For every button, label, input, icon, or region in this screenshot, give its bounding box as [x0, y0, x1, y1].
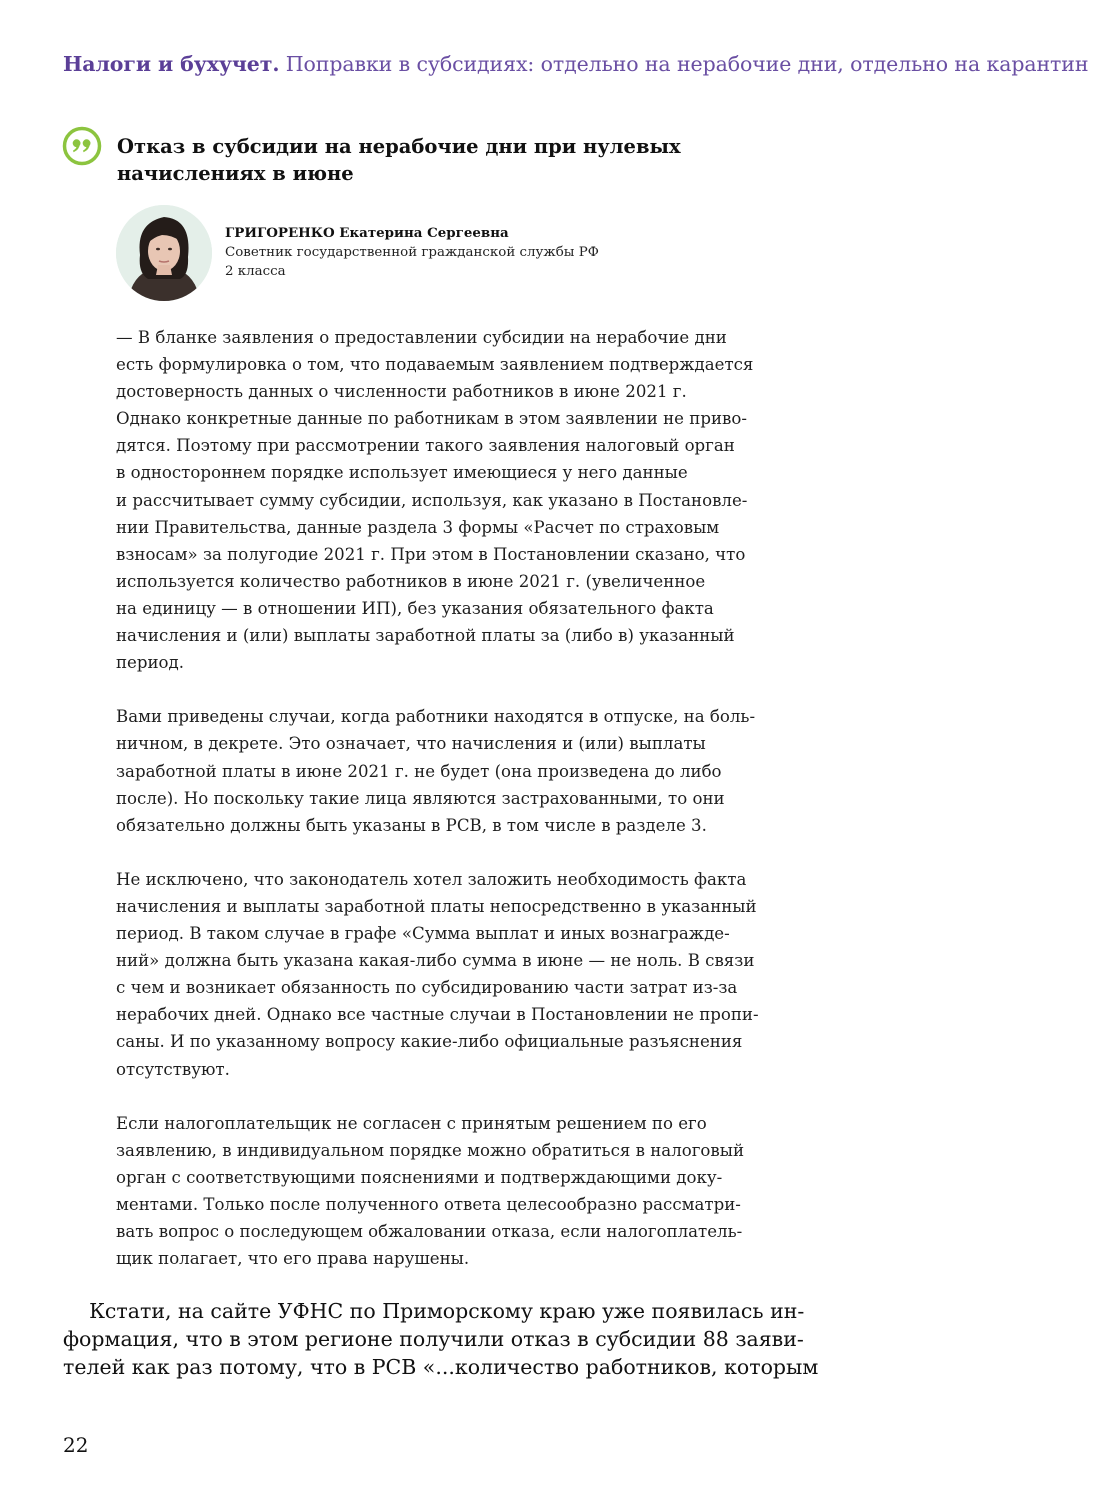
text-line: с чем и возникает обязанность по субсидированию части затрат из-за: [116, 978, 738, 998]
text-line: нии Правительства, данные раздела 3 формы «Расчет по страховым: [116, 517, 720, 537]
text-line: после). Но поскольку такие лица являются застрахованными, то они: [116, 788, 725, 808]
text-line: Не исключено, что законодатель хотел заложить необходимость факта: [116, 869, 747, 889]
text-line: щик полагает, что его права нарушены.: [116, 1249, 470, 1269]
text-line: Вами приведены случаи, когда работники находятся в отпуске, на боль-: [116, 707, 756, 727]
author-name: ГРИГОРЕНКО Екатерина Сергеевна: [225, 225, 509, 241]
author-role: 2 класса: [225, 264, 286, 279]
text-line: обязательно должны быть указаны в РСВ, в том числе в разделе 3.: [116, 815, 707, 835]
text-line: и рассчитывает сумму субсидии, используя, как указано в Постановле-: [116, 490, 748, 510]
text-line: Если налогоплательщик не согласен с принятым решением по его: [116, 1113, 707, 1133]
running-head: [63, 52, 1089, 76]
text-line: ний» должна быть указана какая-либо сумма в июне — не ноль. В связи: [116, 951, 755, 971]
page-number: 22: [63, 1433, 89, 1457]
text-line: дятся. Поэтому при рассмотрении такого заявления налоговый орган: [116, 436, 735, 456]
text-line: начисления и выплаты заработной платы непосредственно в указанный: [116, 896, 757, 916]
quote-paragraph: [116, 703, 756, 838]
quote-marks-icon: [62, 126, 102, 166]
text-line: ничном, в декрете. Это означает, что начисления и (или) выплаты: [116, 734, 706, 754]
text-line: формация, что в этом регионе получили отказ в субсидии 88 заяви-: [63, 1327, 804, 1351]
quote-title-line: Отказ в субсидии на нерабочие дни при нулевых: [117, 135, 681, 158]
text-line: заявлению, в индивидуальном порядке можно обратиться в налоговый: [116, 1140, 745, 1160]
text-line: заработной платы в июне 2021 г. не будет (она произведена до либо: [116, 761, 722, 781]
quote-body: [116, 324, 759, 1299]
author-role: Советник государственной гражданской службы РФ: [225, 245, 599, 260]
text-line: начисления и (или) выплаты заработной платы за (либо в) указанный: [116, 626, 735, 646]
text-line: ментами. Только после полученного ответа целесообразно рассматри-: [116, 1195, 741, 1214]
text-line: отсутствуют.: [116, 1059, 230, 1079]
text-line: на единицу — в отношении ИП), без указания обязательного факта: [116, 598, 714, 618]
author-avatar: [116, 205, 212, 301]
text-line: достоверность данных о численности работников в июне 2021 г.: [116, 382, 687, 402]
author-portrait-image: [116, 205, 212, 301]
text-line: в одностороннем порядке использует имеющиеся у него данные: [116, 463, 688, 483]
text-line: используется количество работников в июне 2021 г. (увеличенное: [116, 571, 706, 591]
text-line: Однако конкретные данные по работникам в этом заявлении не приво-: [116, 409, 747, 429]
text-line: — В бланке заявления о предоставлении субсидии на нерабочие дни: [116, 328, 727, 347]
main-text: [63, 1297, 819, 1381]
text-line: вать вопрос о последующем обжаловании отказа, если налогоплатель-: [116, 1222, 743, 1242]
section-name: Налоги и бухучет.: [63, 52, 280, 76]
text-line: саны. И по указанному вопросу какие-либо официальные разъяснения: [116, 1032, 743, 1052]
quote-title-line: начислениях в июне: [117, 162, 354, 185]
quote-paragraph: [116, 324, 754, 676]
text-line: период. В таком случае в графе «Сумма выплат и иных вознагражде-: [116, 924, 730, 944]
running-title: Поправки в субсидиях: отдельно на нерабочие дни, отдельно на карантин: [279, 52, 1089, 76]
quote-paragraph: [116, 1110, 746, 1273]
text-line: взносам» за полугодие 2021 г. При этом в Постановлении сказано, что: [116, 544, 746, 564]
author-info: [225, 224, 745, 281]
text-line: Кстати, на сайте УФНС по Приморскому краю уже появилась ин-: [63, 1299, 805, 1323]
text-line: есть формулировка о том, что подаваемым заявлением подтверждается: [116, 355, 754, 375]
text-line: телей как раз потому, что в РСВ «...количество работников, которым: [63, 1355, 819, 1379]
text-line: нерабочих дней. Однако все частные случаи в Постановлении не пропи-: [116, 1005, 759, 1025]
quote-paragraph: [116, 866, 759, 1083]
quote-title: [117, 133, 737, 187]
text-line: орган с соответствующими пояснениями и подтверждающими доку-: [116, 1167, 723, 1187]
text-line: период.: [116, 653, 185, 673]
